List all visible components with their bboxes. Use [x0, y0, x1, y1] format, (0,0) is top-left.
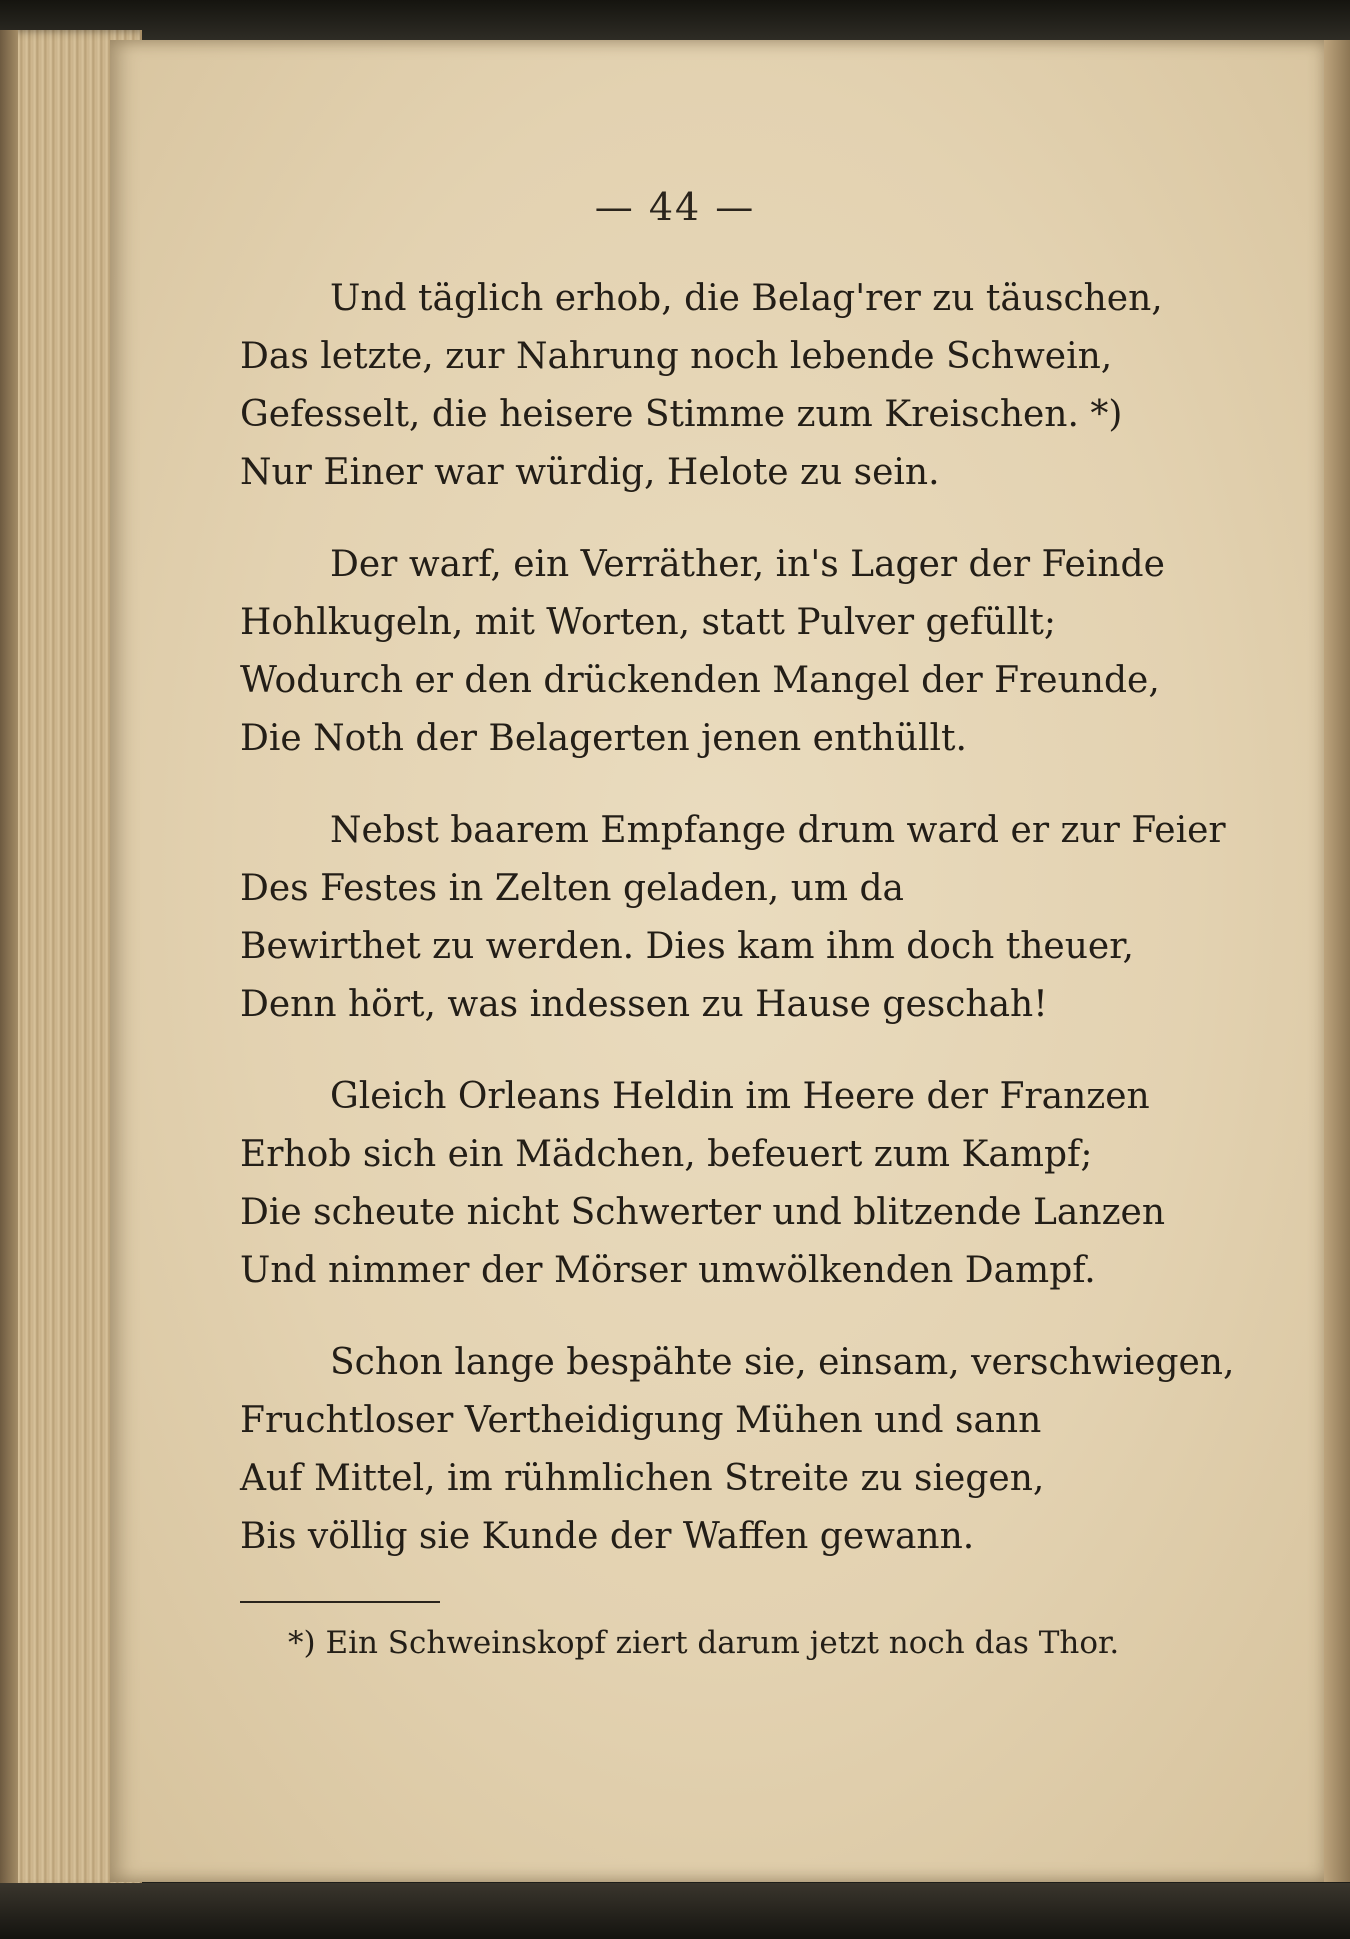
stanza: [240, 802, 1300, 1034]
poem-line: Das letzte, zur Nahrung noch lebende Schwein,: [240, 336, 1113, 377]
page-number: — 44 —: [594, 185, 756, 229]
scan-top-border: [0, 0, 1350, 40]
poem-line: Der warf, ein Verräther, in's Lager der Feinde: [330, 544, 1165, 585]
poem-line: Und nimmer der Mörser umwölkenden Dampf.: [240, 1250, 1096, 1291]
stanza: [240, 1068, 1300, 1300]
poem-line: Gleich Orleans Heldin im Heere der Franzen: [330, 1076, 1150, 1117]
poem-line: Schon lange bespähte sie, einsam, verschwiegen,: [330, 1342, 1235, 1383]
poem-line: Auf Mittel, im rühmlichen Streite zu siegen,: [240, 1458, 1045, 1499]
poem-line: Und täglich erhob, die Belag'rer zu täuschen,: [330, 278, 1163, 319]
poem-line: Die scheute nicht Schwerter und blitzende Lanzen: [240, 1192, 1166, 1233]
footnote-separator: [240, 1601, 440, 1603]
footnote: *) Ein Schweinskopf ziert darum jetzt noch das Thor.: [288, 1625, 1120, 1661]
binding-edge: [1324, 40, 1350, 1882]
stanza: [240, 1334, 1300, 1566]
poem-line: Bis völlig sie Kunde der Waffen gewann.: [240, 1516, 975, 1557]
poem-line: Die Noth der Belagerten jenen enthüllt.: [240, 718, 967, 759]
poem-line: Gefesselt, die heisere Stimme zum Kreischen. *): [240, 394, 1123, 435]
poem-line: Des Festes in Zelten geladen, um da: [240, 868, 904, 909]
poem-line: Hohlkugeln, mit Worten, statt Pulver gefüllt;: [240, 602, 1057, 643]
poem-line: Bewirthet zu werden. Dies kam ihm doch theuer,: [240, 926, 1134, 967]
poem-body: [240, 270, 1300, 1600]
stanza: [240, 270, 1300, 502]
poem-line: Fruchtloser Vertheidigung Mühen und sann: [240, 1400, 1042, 1441]
poem-line: Nebst baarem Empfange drum ward er zur Feier: [330, 810, 1226, 851]
poem-line: Denn hört, was indessen zu Hause geschah!: [240, 984, 1048, 1025]
stanza: [240, 536, 1300, 768]
poem-line: Nur Einer war würdig, Helote zu sein.: [240, 452, 940, 493]
scan-bottom-border: [0, 1883, 1350, 1939]
poem-line: Erhob sich ein Mädchen, befeuert zum Kampf;: [240, 1134, 1093, 1175]
poem-line: Wodurch er den drückenden Mangel der Freunde,: [240, 660, 1160, 701]
